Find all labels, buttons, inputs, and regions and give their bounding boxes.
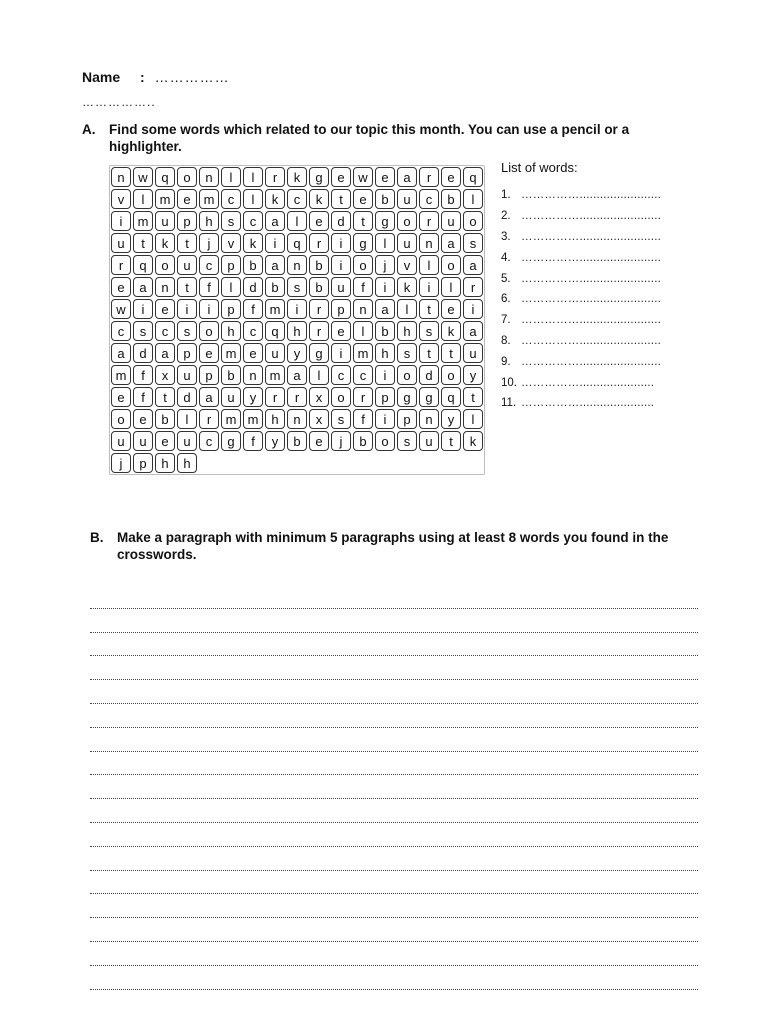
grid-cell[interactable]: f	[133, 365, 153, 385]
name-label: Name	[82, 69, 121, 85]
grid-cell[interactable]: e	[353, 189, 373, 209]
name-row	[82, 69, 230, 85]
grid-cell[interactable]: k	[287, 167, 307, 187]
grid-cell[interactable]: t	[441, 431, 461, 451]
grid-cell[interactable]: g	[309, 167, 329, 187]
grid-cell[interactable]: i	[331, 233, 351, 253]
grid-cell[interactable]: y	[441, 409, 461, 429]
grid-cell[interactable]: n	[155, 277, 175, 297]
writing-line[interactable]	[90, 609, 698, 633]
grid-cell[interactable]: c	[353, 365, 373, 385]
grid-cell[interactable]: t	[331, 189, 351, 209]
word-number: 7.	[501, 314, 511, 327]
grid-cell[interactable]: e	[243, 343, 263, 363]
section-a-instruction: Find some words which related to our topic this month. You can use a pencil or a highlighter.	[109, 122, 630, 154]
grid-cell[interactable]: o	[331, 387, 351, 407]
grid-cell[interactable]: i	[331, 343, 351, 363]
grid-cell[interactable]: q	[463, 167, 483, 187]
grid-cell[interactable]: u	[177, 431, 197, 451]
grid-cell[interactable]: b	[441, 189, 461, 209]
grid-cell[interactable]: b	[309, 277, 329, 297]
grid-cell[interactable]: m	[243, 409, 263, 429]
grid-cell[interactable]: c	[155, 321, 175, 341]
grid-cell[interactable]: t	[441, 343, 461, 363]
grid-cell[interactable]: h	[397, 321, 417, 341]
grid-cell[interactable]: l	[397, 299, 417, 319]
writing-line[interactable]	[90, 585, 698, 609]
grid-cell[interactable]: d	[331, 211, 351, 231]
grid-cell[interactable]: i	[375, 365, 395, 385]
word-list-item[interactable]	[501, 247, 701, 268]
section-b	[90, 529, 700, 565]
grid-cell[interactable]: e	[309, 211, 329, 231]
grid-cell[interactable]: o	[375, 431, 395, 451]
grid-cell[interactable]: q	[155, 167, 175, 187]
word-number: 2.	[501, 210, 511, 223]
writing-line[interactable]	[90, 871, 698, 895]
grid-cell[interactable]: n	[287, 409, 307, 429]
word-list-item[interactable]	[501, 310, 701, 331]
grid-cell[interactable]: r	[287, 387, 307, 407]
grid-cell[interactable]: e	[375, 167, 395, 187]
grid-cell[interactable]: v	[221, 233, 241, 253]
grid-cell[interactable]: u	[331, 277, 351, 297]
grid-cell[interactable]: b	[375, 321, 395, 341]
grid-cell[interactable]: u	[463, 343, 483, 363]
word-number: 8.	[501, 334, 511, 347]
grid-cell[interactable]: o	[397, 211, 417, 231]
grid-cell[interactable]: g	[221, 431, 241, 451]
grid-cell[interactable]: g	[309, 343, 329, 363]
word-number: 10.	[501, 376, 517, 389]
grid-cell[interactable]: r	[199, 409, 219, 429]
word-number: 3.	[501, 230, 511, 243]
grid-cell[interactable]: r	[353, 387, 373, 407]
grid-cell[interactable]: e	[111, 277, 131, 297]
word-answer-line[interactable]: ……………........................	[521, 272, 661, 285]
grid-cell[interactable]: n	[199, 167, 219, 187]
grid-cell[interactable]: m	[111, 365, 131, 385]
grid-cell[interactable]: s	[397, 431, 417, 451]
grid-cell[interactable]: a	[265, 211, 285, 231]
word-list-item[interactable]	[501, 206, 701, 227]
grid-cell[interactable]: i	[199, 299, 219, 319]
grid-cell[interactable]: i	[419, 277, 439, 297]
grid-cell[interactable]: p	[397, 409, 417, 429]
grid-cell[interactable]: k	[441, 321, 461, 341]
grid-cell[interactable]: m	[199, 189, 219, 209]
grid-cell[interactable]: x	[309, 409, 329, 429]
grid-cell[interactable]: l	[221, 167, 241, 187]
grid-cell[interactable]: u	[265, 343, 285, 363]
grid-cell[interactable]: o	[353, 255, 373, 275]
grid-cell[interactable]: c	[221, 189, 241, 209]
grid-cell[interactable]: l	[463, 409, 483, 429]
grid-cell[interactable]: r	[111, 255, 131, 275]
grid-cell[interactable]: e	[441, 299, 461, 319]
word-answer-line[interactable]: ……………........................	[521, 314, 661, 327]
word-answer-line[interactable]: ……………......................	[521, 397, 655, 410]
writing-line[interactable]	[90, 704, 698, 728]
grid-cell[interactable]: o	[155, 255, 175, 275]
grid-cell[interactable]: s	[397, 343, 417, 363]
grid-cell[interactable]: e	[309, 431, 329, 451]
grid-cell[interactable]: r	[309, 299, 329, 319]
grid-cell[interactable]: w	[133, 167, 153, 187]
word-answer-line[interactable]: ……………........................	[521, 251, 661, 264]
grid-cell[interactable]: a	[287, 365, 307, 385]
grid-cell[interactable]: i	[331, 255, 351, 275]
grid-cell[interactable]: n	[353, 299, 373, 319]
word-list-item[interactable]	[501, 372, 701, 393]
grid-cell[interactable]: u	[177, 255, 197, 275]
grid-cell[interactable]: s	[177, 321, 197, 341]
word-list-item[interactable]	[501, 351, 701, 372]
grid-cell[interactable]: e	[331, 321, 351, 341]
grid-cell[interactable]: r	[265, 387, 285, 407]
grid-cell[interactable]: a	[463, 255, 483, 275]
word-answer-line[interactable]: ……………........................	[521, 230, 661, 243]
grid-cell[interactable]: i	[111, 211, 131, 231]
grid-cell[interactable]: h	[177, 453, 197, 473]
writing-line[interactable]	[90, 847, 698, 871]
writing-line[interactable]	[90, 728, 698, 752]
grid-cell[interactable]: a	[463, 321, 483, 341]
grid-cell[interactable]: f	[199, 277, 219, 297]
grid-cell[interactable]: x	[309, 387, 329, 407]
grid-cell[interactable]: l	[419, 255, 439, 275]
grid-cell[interactable]: u	[441, 211, 461, 231]
grid-cell[interactable]: a	[397, 167, 417, 187]
grid-cell[interactable]: l	[353, 321, 373, 341]
grid-cell[interactable]: h	[155, 453, 175, 473]
grid-cell[interactable]: b	[353, 431, 373, 451]
grid-cell[interactable]: i	[287, 299, 307, 319]
grid-cell[interactable]: m	[221, 343, 241, 363]
grid-cell[interactable]: s	[287, 277, 307, 297]
word-list-item[interactable]	[501, 227, 701, 248]
grid-cell[interactable]: o	[463, 211, 483, 231]
grid-cell[interactable]: p	[199, 365, 219, 385]
grid-cell[interactable]: e	[331, 167, 351, 187]
grid-cell[interactable]: m	[221, 409, 241, 429]
grid-cell[interactable]: u	[397, 189, 417, 209]
grid-cell[interactable]: k	[463, 431, 483, 451]
grid-cell[interactable]: e	[155, 299, 175, 319]
grid-cell[interactable]: s	[133, 321, 153, 341]
grid-cell[interactable]: j	[331, 431, 351, 451]
writing-line[interactable]	[90, 894, 698, 918]
grid-cell[interactable]: o	[397, 365, 417, 385]
grid-cell[interactable]: h	[199, 211, 219, 231]
writing-line[interactable]	[90, 966, 698, 990]
name-colon: :	[140, 69, 145, 85]
grid-cell[interactable]: l	[243, 189, 263, 209]
word-list-item[interactable]	[501, 289, 701, 310]
grid-cell[interactable]: g	[375, 211, 395, 231]
grid-cell[interactable]: u	[177, 365, 197, 385]
word-answer-line[interactable]: ……………........................	[521, 334, 661, 347]
grid-cell[interactable]: c	[199, 255, 219, 275]
grid-cell[interactable]: d	[419, 365, 439, 385]
grid-cell[interactable]: k	[265, 189, 285, 209]
word-list-item[interactable]	[501, 331, 701, 352]
grid-cell[interactable]: p	[221, 299, 241, 319]
grid-cell[interactable]: l	[287, 211, 307, 231]
name-field-continuation[interactable]: ……………..	[82, 95, 156, 109]
word-answer-line[interactable]: ……………........................	[521, 210, 661, 223]
grid-cell[interactable]: u	[111, 233, 131, 253]
grid-cell[interactable]: k	[309, 189, 329, 209]
grid-cell[interactable]: g	[419, 387, 439, 407]
grid-cell[interactable]: a	[133, 277, 153, 297]
grid-cell[interactable]: o	[199, 321, 219, 341]
grid-cell[interactable]: s	[331, 409, 351, 429]
grid-cell[interactable]: p	[177, 343, 197, 363]
grid-cell[interactable]: n	[243, 365, 263, 385]
grid-cell[interactable]: n	[419, 233, 439, 253]
grid-cell[interactable]: k	[155, 233, 175, 253]
section-a-label: A.	[82, 122, 96, 137]
grid-cell[interactable]: m	[133, 211, 153, 231]
grid-cell[interactable]: p	[177, 211, 197, 231]
word-answer-line[interactable]: ……………........................	[521, 355, 661, 368]
writing-line[interactable]	[90, 752, 698, 776]
grid-cell[interactable]: v	[111, 189, 131, 209]
writing-line[interactable]	[90, 942, 698, 966]
grid-cell[interactable]: x	[155, 365, 175, 385]
grid-cell[interactable]: q	[133, 255, 153, 275]
grid-cell[interactable]: u	[155, 211, 175, 231]
grid-cell[interactable]: e	[441, 167, 461, 187]
grid-cell[interactable]: t	[155, 387, 175, 407]
grid-cell[interactable]: t	[177, 233, 197, 253]
grid-cell[interactable]: l	[463, 189, 483, 209]
grid-cell[interactable]: f	[133, 387, 153, 407]
grid-cell[interactable]: e	[133, 409, 153, 429]
grid-cell[interactable]: f	[243, 431, 263, 451]
grid-cell[interactable]: r	[309, 233, 329, 253]
grid-cell[interactable]: k	[243, 233, 263, 253]
grid-cell[interactable]: h	[265, 409, 285, 429]
grid-cell[interactable]: n	[111, 167, 131, 187]
word-number: 1.	[501, 189, 511, 202]
grid-cell[interactable]: p	[331, 299, 351, 319]
grid-cell[interactable]: g	[397, 387, 417, 407]
grid-cell[interactable]: y	[463, 365, 483, 385]
grid-cell[interactable]: b	[375, 189, 395, 209]
grid-cell[interactable]: b	[155, 409, 175, 429]
word-number: 9.	[501, 355, 511, 368]
writing-line[interactable]	[90, 656, 698, 680]
grid-cell[interactable]: i	[177, 299, 197, 319]
grid-cell[interactable]: e	[177, 189, 197, 209]
grid-cell[interactable]: t	[353, 211, 373, 231]
grid-cell[interactable]: h	[287, 321, 307, 341]
grid-cell[interactable]: l	[221, 277, 241, 297]
grid-cell[interactable]: m	[265, 365, 285, 385]
grid-cell[interactable]: r	[265, 167, 285, 187]
section-a	[82, 121, 702, 157]
grid-cell[interactable]: o	[441, 255, 461, 275]
grid-cell[interactable]: b	[243, 255, 263, 275]
grid-cell[interactable]: m	[353, 343, 373, 363]
grid-cell[interactable]: t	[463, 387, 483, 407]
grid-cell[interactable]: k	[397, 277, 417, 297]
grid-cell[interactable]: s	[419, 321, 439, 341]
writing-area[interactable]	[90, 585, 698, 990]
grid-cell[interactable]: r	[419, 211, 439, 231]
grid-cell[interactable]: t	[419, 343, 439, 363]
grid-cell[interactable]: a	[375, 299, 395, 319]
grid-cell[interactable]: p	[133, 453, 153, 473]
grid-cell[interactable]: c	[331, 365, 351, 385]
grid-cell[interactable]: i	[375, 409, 395, 429]
grid-cell[interactable]: p	[221, 255, 241, 275]
grid-cell[interactable]: c	[111, 321, 131, 341]
word-number: 4.	[501, 251, 511, 264]
grid-cell[interactable]: d	[243, 277, 263, 297]
grid-cell[interactable]: b	[265, 277, 285, 297]
grid-cell[interactable]: e	[111, 387, 131, 407]
grid-cell[interactable]: e	[155, 431, 175, 451]
word-list-item[interactable]	[501, 393, 701, 414]
grid-cell[interactable]: j	[375, 255, 395, 275]
grid-cell[interactable]: d	[133, 343, 153, 363]
grid-cell[interactable]: b	[287, 431, 307, 451]
grid-cell[interactable]: b	[309, 255, 329, 275]
grid-cell[interactable]: l	[441, 277, 461, 297]
word-number: 6.	[501, 293, 511, 306]
grid-cell[interactable]: i	[375, 277, 395, 297]
writing-line[interactable]	[90, 918, 698, 942]
grid-cell[interactable]: n	[287, 255, 307, 275]
grid-cell[interactable]: p	[375, 387, 395, 407]
grid-cell[interactable]: w	[111, 299, 131, 319]
grid-cell[interactable]: c	[243, 321, 263, 341]
grid-cell[interactable]: f	[353, 409, 373, 429]
grid-cell[interactable]: u	[419, 431, 439, 451]
grid-cell[interactable]: y	[243, 387, 263, 407]
grid-cell[interactable]: r	[419, 167, 439, 187]
grid-cell[interactable]: l	[177, 409, 197, 429]
grid-cell[interactable]: m	[265, 299, 285, 319]
writing-line[interactable]	[90, 823, 698, 847]
grid-cell[interactable]: l	[375, 233, 395, 253]
grid-cell[interactable]: s	[221, 211, 241, 231]
grid-cell[interactable]: t	[133, 233, 153, 253]
grid-cell[interactable]: j	[111, 453, 131, 473]
section-b-instruction: Make a paragraph with minimum 5 paragraphs using at least 8 words you found in the crosswords.	[117, 530, 669, 562]
word-number: 5.	[501, 272, 511, 285]
grid-cell[interactable]: a	[155, 343, 175, 363]
writing-line[interactable]	[90, 680, 698, 704]
grid-cell[interactable]: o	[441, 365, 461, 385]
grid-cell[interactable]: i	[265, 233, 285, 253]
grid-cell[interactable]: r	[463, 277, 483, 297]
grid-cell[interactable]: f	[353, 277, 373, 297]
writing-line[interactable]	[90, 633, 698, 657]
word-answer-line[interactable]: ……………........................	[521, 189, 661, 202]
grid-cell[interactable]: c	[199, 431, 219, 451]
grid-cell[interactable]: t	[419, 299, 439, 319]
grid-cell[interactable]: i	[463, 299, 483, 319]
grid-cell[interactable]: o	[177, 167, 197, 187]
word-list	[501, 185, 701, 414]
name-field[interactable]: ……………	[154, 69, 230, 85]
grid-cell[interactable]: a	[265, 255, 285, 275]
grid-cell[interactable]: h	[221, 321, 241, 341]
grid-cell[interactable]: c	[287, 189, 307, 209]
grid-cell[interactable]: l	[243, 167, 263, 187]
grid-cell[interactable]: r	[309, 321, 329, 341]
grid-cell[interactable]: g	[353, 233, 373, 253]
grid-cell[interactable]: s	[463, 233, 483, 253]
writing-line[interactable]	[90, 775, 698, 799]
word-list-item[interactable]	[501, 185, 701, 206]
grid-cell[interactable]: j	[199, 233, 219, 253]
grid-cell[interactable]: l	[309, 365, 329, 385]
grid-cell[interactable]: c	[419, 189, 439, 209]
grid-cell[interactable]: i	[133, 299, 153, 319]
word-answer-line[interactable]: ……………........................	[521, 293, 661, 306]
grid-cell[interactable]: o	[111, 409, 131, 429]
grid-cell[interactable]: m	[155, 189, 175, 209]
writing-line[interactable]	[90, 799, 698, 823]
grid-cell[interactable]: h	[375, 343, 395, 363]
grid-cell[interactable]: q	[287, 233, 307, 253]
word-answer-line[interactable]: ……………......................	[521, 376, 655, 389]
grid-cell[interactable]: e	[199, 343, 219, 363]
grid-cell[interactable]: c	[243, 211, 263, 231]
grid-cell[interactable]: a	[111, 343, 131, 363]
grid-cell[interactable]: a	[199, 387, 219, 407]
grid-cell[interactable]: f	[243, 299, 263, 319]
grid-cell[interactable]: b	[221, 365, 241, 385]
grid-cell[interactable]: n	[419, 409, 439, 429]
section-b-label: B.	[90, 530, 104, 545]
grid-cell[interactable]: v	[397, 255, 417, 275]
grid-cell[interactable]: q	[265, 321, 285, 341]
grid-cell[interactable]: q	[441, 387, 461, 407]
grid-cell[interactable]: u	[397, 233, 417, 253]
word-search-grid[interactable]	[109, 165, 485, 475]
word-number: 11.	[501, 397, 517, 410]
grid-cell[interactable]: y	[287, 343, 307, 363]
grid-cell[interactable]: t	[177, 277, 197, 297]
grid-cell[interactable]: u	[111, 431, 131, 451]
grid-cell[interactable]: u	[221, 387, 241, 407]
grid-cell[interactable]: l	[133, 189, 153, 209]
word-list-item[interactable]	[501, 268, 701, 289]
grid-cell[interactable]: y	[265, 431, 285, 451]
grid-cell[interactable]: d	[177, 387, 197, 407]
word-list-title: List of words:	[501, 160, 578, 175]
grid-cell[interactable]: u	[133, 431, 153, 451]
grid-cell[interactable]: w	[353, 167, 373, 187]
grid-cell[interactable]: a	[441, 233, 461, 253]
